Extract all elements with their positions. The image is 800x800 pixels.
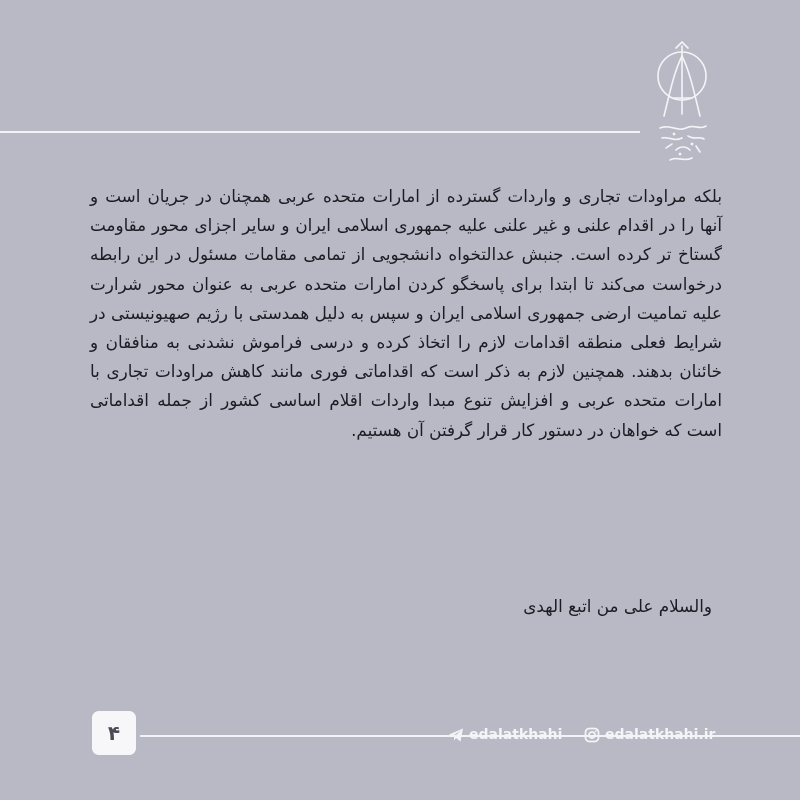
closing-salutation: والسلام علی من اتبع الهدی (523, 596, 712, 616)
telegram-link[interactable] (448, 727, 562, 743)
instagram-icon (584, 727, 600, 743)
instagram-handle: edalatkhahi.ir (605, 727, 716, 743)
telegram-handle: edalatkhahi (469, 727, 563, 743)
telegram-icon (448, 727, 464, 743)
top-divider (0, 131, 640, 133)
page-number-badge (92, 711, 136, 755)
letter-body: بلکه مراودات تجاری و واردات گسترده از امارات متحده عربی همچنان در جریان است و آنها را در اقدام علنی و غیر علنی علیه جمهوری اسلامی ایران و سایر اجزای محور مقاومت گستاخ تر کرده است. جنبش عدالتخواه دانشجویی از تمامی مقامات مسئول در این رابطه درخواست می‌کند تا ابتدا برای پاسخگو کردن امارات متحده عربی به عنوان محور شرارت علیه تمامیت ارضی جمهوری اسلامی ایران و سپس به دلیل همدستی با رژیم صهیونیستی در شرایط فعلی منطقه اقدامات لازم را اتخاذ کرده و درسی فراموش نشدنی به منافقان و خائنان بدهند. همچنین لازم به ذکر است که اقداماتی فوری مانند کاهش مراودات تجاری با امارات متحده عربی و افزایش تنوع مبدا واردات اقلام اساسی کشور از جمله اقداماتی است که خواهان در دستور کار قرار گرفتن آن هستیم. (90, 186, 722, 440)
organization-logo-icon (652, 36, 712, 186)
page-number: ۴ (107, 721, 121, 745)
instagram-link[interactable] (584, 727, 715, 743)
